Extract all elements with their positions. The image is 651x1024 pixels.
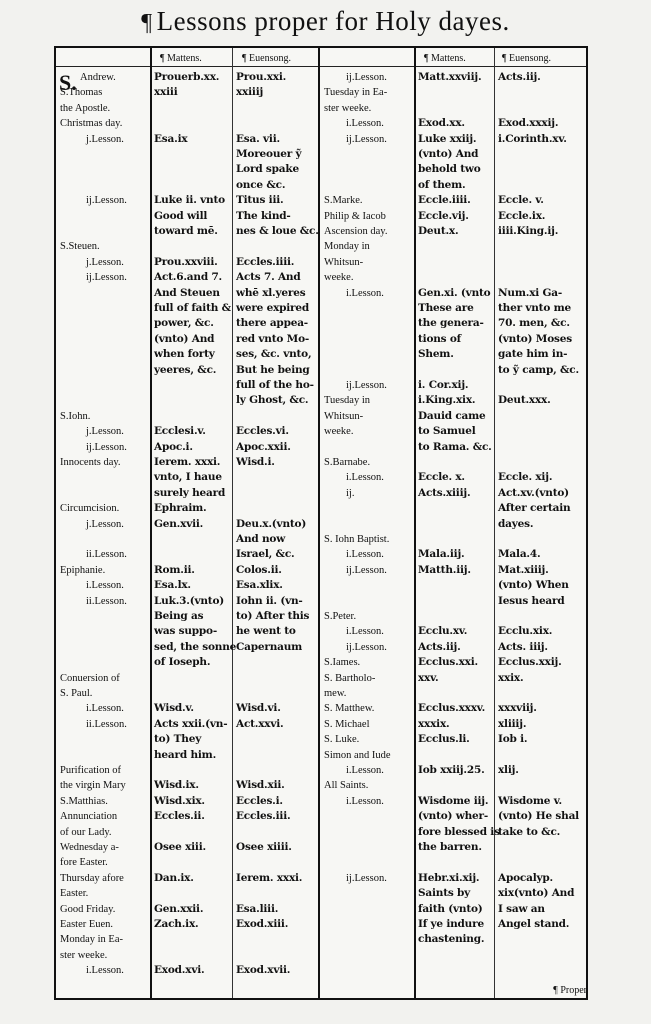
left-euensong-lesson: Deu.x.(vnto) — [236, 517, 307, 530]
left-euensong-lesson: Wisd.vi. — [236, 702, 281, 715]
right-day-label: ij. — [346, 487, 355, 499]
right-day-label: ij.Lesson. — [346, 380, 387, 391]
left-day-label: ij.Lesson. — [86, 272, 127, 284]
left-day-label: S.Thomas — [60, 87, 103, 99]
left-day-label: S.Steuen. — [60, 241, 100, 253]
right-mattens-lesson: Eccle.iiii. — [418, 194, 471, 207]
right-mattens-lesson: (vnto) And — [418, 148, 479, 160]
left-day-label: j.Lesson. — [86, 133, 124, 145]
right-mattens-lesson: chastening. — [418, 933, 485, 946]
left-mattens-lesson: Good will — [154, 209, 208, 222]
drop-capital: S. — [59, 70, 77, 95]
left-euensong-lesson: The kind- — [236, 209, 291, 222]
right-euensong-lesson: I saw an — [498, 902, 545, 915]
right-day-label: i.Lesson. — [346, 472, 384, 484]
right-day-label: i.Lesson. — [346, 795, 384, 807]
left-euensong-lesson: Eccles.vi. — [236, 425, 289, 438]
left-day-label: Innocents day. — [60, 457, 121, 468]
left-euensong-lesson: ses, &c. vnto, — [236, 348, 312, 361]
left-day-label: Circumcision. — [60, 503, 120, 515]
right-mattens-lesson: faith (vnto) — [418, 902, 483, 915]
left-euensong-lesson: Eccles.iiii. — [236, 255, 295, 268]
right-euensong-lesson: Acts. iiij. — [498, 640, 548, 653]
left-day-label: Easter. — [60, 888, 89, 900]
left-mattens-lesson: Esa.ix — [154, 132, 188, 145]
header-rule — [56, 66, 586, 67]
right-day-label: S. Matthew. — [324, 703, 375, 715]
right-euensong-lesson: i.Corinth.xv. — [498, 132, 567, 145]
left-euensong-lesson: to) After this — [236, 610, 310, 622]
right-mattens-lesson: tions of — [418, 332, 461, 345]
right-day-label: S. Bartholo- — [324, 672, 376, 684]
right-mattens-lesson: Deut.x. — [418, 225, 459, 237]
left-day-label: ii.Lesson. — [86, 549, 127, 561]
left-mattens-lesson: Osee xiii. — [154, 841, 206, 853]
left-day-label: ii.Lesson. — [86, 595, 127, 607]
right-mattens-lesson: Gen.xi. (vnto — [418, 286, 491, 299]
left-day-label: the virgin Mary — [60, 780, 126, 792]
left-mattens-lesson: And Steuen — [154, 286, 220, 299]
left-mattens-lesson: when forty — [154, 348, 215, 361]
right-day-label: S.Peter. — [324, 611, 357, 622]
right-euensong-lesson: to ỹ camp, &c. — [498, 363, 579, 376]
left-euensong-lesson: ly Ghost, &c. — [236, 394, 309, 407]
left-mattens-lesson: Being as — [154, 610, 204, 622]
right-euensong-lesson: xliiij. — [498, 717, 527, 730]
right-mattens-lesson: i. Cor.xij. — [418, 379, 469, 391]
left-euensong-lesson: Wisd.xii. — [236, 779, 285, 792]
right-day-label: i.Lesson. — [346, 626, 384, 638]
left-mattens-lesson: Act.6.and 7. — [154, 271, 223, 284]
header-euensong-right: ¶ Euensong. — [502, 53, 551, 64]
left-mattens-lesson: Exod.xvi. — [154, 964, 205, 977]
right-day-label: S. Michael — [324, 718, 370, 730]
left-euensong-lesson: Acts 7. And — [236, 271, 301, 284]
left-day-label: Easter Euen. — [60, 919, 114, 930]
left-mattens-lesson: Wisd.xix. — [154, 794, 205, 807]
right-mattens-lesson: xxxix. — [418, 717, 450, 730]
right-euensong-lesson: Ecclu.xix. — [498, 625, 553, 638]
right-mattens-lesson: the barren. — [418, 841, 482, 853]
left-day-label: j.Lesson. — [86, 518, 124, 530]
right-mattens-lesson: Ecclus.li. — [418, 733, 470, 746]
left-day-label: of our Lady. — [60, 826, 112, 838]
right-mattens-lesson: Luke xxiij. — [418, 132, 477, 145]
left-mattens-lesson: full of faith & — [154, 302, 231, 314]
left-mattens-lesson: Ierem. xxxi. — [154, 456, 221, 468]
left-mattens-lesson: vnto, I haue — [154, 471, 222, 484]
left-mattens-lesson: Acts xxii.(vn- — [154, 717, 228, 730]
right-mattens-lesson: Eccle.vij. — [418, 209, 469, 222]
left-day-label: S.Matthias. — [60, 795, 108, 807]
pilcrow-glyph: ¶ — [141, 10, 153, 36]
left-mattens-lesson: yeeres, &c. — [154, 363, 217, 376]
right-mattens-lesson: Matt.xxviij. — [418, 71, 482, 83]
left-day-label: S.Iohn. — [60, 410, 91, 422]
left-mattens-lesson: power, &c. — [154, 317, 214, 330]
left-euensong-lesson: he went to — [236, 625, 296, 638]
right-euensong-lesson: xix(vnto) And — [498, 887, 575, 900]
right-mattens-lesson: Dauid came — [418, 409, 486, 422]
catchword: ¶ Proper — [553, 985, 587, 996]
right-euensong-lesson: Deut.xxx. — [498, 394, 551, 407]
left-euensong-lesson: Eccles.i. — [236, 794, 283, 807]
right-euensong-lesson: Apocalyp. — [498, 871, 553, 884]
column-divider — [150, 48, 152, 998]
right-euensong-lesson: dayes. — [498, 517, 534, 530]
right-mattens-lesson: xxv. — [418, 671, 439, 684]
right-mattens-lesson: Iob xxiij.25. — [418, 764, 485, 776]
left-euensong-lesson: Exod.xiii. — [236, 918, 289, 930]
left-day-label: Thursday afore — [60, 872, 124, 884]
left-day-label: Wednesday a- — [60, 842, 119, 853]
left-day-label: Purification of — [60, 765, 121, 776]
left-day-label: i.Lesson. — [86, 965, 124, 977]
left-mattens-lesson: Wisd.v. — [154, 702, 194, 715]
left-euensong-lesson: Prou.xxi. — [236, 71, 287, 83]
right-day-label: Tuesday in — [324, 395, 370, 407]
left-euensong-lesson: were expired — [236, 302, 310, 314]
column-divider — [494, 48, 495, 998]
right-day-label: S.Barnabe. — [324, 457, 371, 468]
right-euensong-lesson: xxix. — [498, 671, 524, 684]
left-day-label: Conuersion of — [60, 672, 120, 684]
right-day-label: i.Lesson. — [346, 287, 384, 299]
right-euensong-lesson: Wisdome v. — [498, 794, 562, 807]
left-day-label: S. Paul. — [60, 688, 93, 699]
right-euensong-lesson: take to &c. — [498, 825, 561, 838]
right-euensong-lesson: xlij. — [498, 764, 519, 776]
right-day-label: mew. — [324, 688, 347, 699]
left-euensong-lesson: there appea- — [236, 317, 308, 330]
column-divider — [414, 48, 416, 998]
center-divider — [318, 48, 320, 998]
left-mattens-lesson: Dan.ix. — [154, 871, 194, 884]
right-day-label: ster weeke. — [324, 102, 372, 114]
right-mattens-lesson: Acts.xiiij. — [418, 486, 471, 499]
right-day-label: Simon and Iude — [324, 749, 391, 761]
right-mattens-lesson: to Samuel — [418, 425, 476, 438]
right-mattens-lesson: Saints by — [418, 887, 471, 900]
left-day-label: Christmas day. — [60, 118, 123, 130]
left-day-label: j.Lesson. — [86, 256, 124, 268]
left-mattens-lesson: to) They — [154, 733, 202, 746]
left-euensong-lesson: Esa.liii. — [236, 902, 279, 915]
left-mattens-lesson: Gen.xvii. — [154, 517, 204, 530]
right-mattens-lesson: These are — [418, 302, 474, 314]
right-mattens-lesson: Wisdome iij. — [418, 794, 489, 807]
left-mattens-lesson: Wisd.ix. — [154, 779, 199, 792]
right-euensong-lesson: Act.xv.(vnto) — [498, 486, 569, 499]
left-euensong-lesson: Exod.xvii. — [236, 964, 291, 977]
right-euensong-lesson: Num.xi Ga- — [498, 286, 563, 299]
left-mattens-lesson: Prouerb.xx. — [154, 71, 220, 83]
right-mattens-lesson: Ecclu.xv. — [418, 625, 468, 638]
left-mattens-lesson: Luk.3.(vnto) — [154, 594, 225, 607]
left-mattens-lesson: Esa.lx. — [154, 579, 191, 592]
left-euensong-lesson: Titus iii. — [236, 194, 284, 207]
right-day-label: S. Luke. — [324, 734, 360, 746]
right-euensong-lesson: Mat.xiiij. — [498, 563, 549, 576]
left-day-label: fore Easter. — [60, 857, 108, 869]
left-euensong-lesson: once &c. — [236, 178, 286, 191]
header-mattens-left: ¶ Mattens. — [160, 53, 202, 64]
left-mattens-lesson: (vnto) And — [154, 332, 215, 345]
left-euensong-lesson: Osee xiiii. — [236, 841, 292, 853]
left-mattens-lesson: Ecclesi.v. — [154, 425, 206, 438]
left-mattens-lesson: Prou.xxviii. — [154, 255, 218, 268]
right-mattens-lesson: Eccle. x. — [418, 471, 465, 484]
right-day-label: i.Lesson. — [346, 118, 384, 130]
right-day-label: Whitsun- — [324, 256, 364, 268]
left-euensong-lesson: red vnto Mo- — [236, 332, 310, 345]
right-euensong-lesson: After certain — [498, 502, 571, 515]
left-day-label: Annunciation — [60, 811, 118, 823]
right-day-label: weeke. — [324, 426, 354, 438]
right-euensong-lesson: gate him in- — [498, 348, 568, 361]
left-euensong-lesson: Ierem. xxxi. — [236, 871, 303, 884]
right-mattens-lesson: behold two — [418, 163, 481, 176]
left-euensong-lesson: Act.xxvi. — [236, 717, 284, 730]
left-euensong-lesson: Eccles.iii. — [236, 810, 291, 823]
right-euensong-lesson: ther vnto me — [498, 302, 571, 314]
left-mattens-lesson: was suppo- — [154, 625, 217, 638]
right-day-label: S.Iames. — [324, 657, 361, 669]
right-euensong-lesson: 70. men, &c. — [498, 317, 570, 330]
left-day-label: ij.Lesson. — [86, 441, 127, 453]
right-day-label: Tuesday in Ea- — [324, 87, 388, 99]
left-mattens-lesson: Ephraim. — [154, 502, 207, 515]
left-euensong-lesson: Israel, &c. — [236, 548, 295, 561]
right-day-label: ij.Lesson. — [346, 564, 387, 576]
right-mattens-lesson: Matth.iij. — [418, 563, 471, 576]
left-euensong-lesson: Wisd.i. — [236, 456, 275, 468]
lessons-table — [54, 46, 588, 1000]
left-mattens-lesson: Gen.xxii. — [154, 902, 204, 915]
right-mattens-lesson: i.King.xix. — [418, 394, 476, 407]
left-euensong-lesson: nes & loue &c. — [236, 225, 319, 237]
column-divider — [232, 48, 233, 998]
left-mattens-lesson: Luke ii. vnto — [154, 194, 225, 207]
right-day-label: ij.Lesson. — [346, 72, 387, 83]
right-day-label: S.Marke. — [324, 195, 363, 207]
left-mattens-lesson: surely heard — [154, 486, 226, 499]
left-euensong-lesson: But he being — [236, 363, 310, 376]
right-euensong-lesson: Iob i. — [498, 733, 528, 746]
left-mattens-lesson: Rom.ii. — [154, 563, 195, 576]
right-mattens-lesson: (vnto) wher- — [418, 810, 489, 823]
right-mattens-lesson: of them. — [418, 178, 466, 191]
header-euensong-left: ¶ Euensong. — [242, 53, 291, 64]
right-euensong-lesson: iiii.King.ij. — [498, 225, 559, 237]
right-euensong-lesson: Eccle. xij. — [498, 471, 553, 484]
left-mattens-lesson: Apoc.i. — [154, 440, 193, 453]
right-mattens-lesson: Ecclus.xxi. — [418, 656, 478, 669]
left-day-label: j.Lesson. — [86, 426, 124, 438]
right-day-label: Ascension day. — [324, 226, 388, 237]
left-euensong-lesson: Moreouer ỹ — [236, 148, 302, 160]
right-mattens-lesson: If ye indure — [418, 918, 484, 930]
right-euensong-lesson: Eccle.ix. — [498, 209, 546, 222]
right-euensong-lesson: (vnto) Moses — [498, 332, 572, 345]
title-text: Lessons proper for Holy dayes. — [156, 6, 510, 36]
right-euensong-lesson: (vnto) He shal — [498, 810, 579, 823]
left-mattens-lesson: sed, the sonne — [154, 640, 237, 653]
left-day-label: ster weeke. — [60, 949, 108, 961]
left-euensong-lesson: xxiiij — [236, 86, 264, 99]
right-day-label: i.Lesson. — [346, 765, 384, 776]
right-mattens-lesson: to Rama. &c. — [418, 440, 492, 453]
right-day-label: Monday in — [324, 241, 370, 253]
left-euensong-lesson: Esa.xlix. — [236, 579, 283, 592]
right-euensong-lesson: Mala.4. — [498, 548, 541, 561]
right-mattens-lesson: the genera- — [418, 317, 484, 330]
left-mattens-lesson: heard him. — [154, 748, 217, 761]
right-mattens-lesson: Shem. — [418, 348, 454, 361]
page-title — [0, 6, 651, 37]
left-day-label: i.Lesson. — [86, 703, 124, 715]
right-day-label: ij.Lesson. — [346, 641, 387, 653]
left-euensong-lesson: Esa. vii. — [236, 132, 280, 145]
left-mattens-lesson: Eccles.ii. — [154, 810, 205, 823]
right-euensong-lesson: Angel stand. — [498, 918, 570, 930]
left-mattens-lesson: toward mē. — [154, 225, 218, 237]
left-euensong-lesson: Iohn ii. (vn- — [236, 594, 303, 607]
left-day-label: Andrew. — [80, 72, 116, 83]
right-day-label: ij.Lesson. — [346, 133, 387, 145]
left-euensong-lesson: Lord spake — [236, 163, 299, 176]
right-euensong-lesson: Acts.iij. — [498, 71, 541, 83]
right-mattens-lesson: Acts.iij. — [418, 640, 461, 653]
right-euensong-lesson: (vnto) When — [498, 579, 569, 592]
right-day-label: ij.Lesson. — [346, 872, 387, 884]
right-euensong-lesson: xxxviij. — [498, 702, 537, 715]
right-euensong-lesson: Exod.xxxij. — [498, 117, 559, 130]
left-euensong-lesson: full of the ho- — [236, 379, 314, 391]
right-day-label: weeke. — [324, 272, 354, 284]
left-mattens-lesson: of Ioseph. — [154, 656, 211, 669]
left-euensong-lesson: Apoc.xxii. — [236, 440, 291, 453]
left-euensong-lesson: And now — [236, 533, 286, 545]
right-euensong-lesson: Iesus heard — [498, 594, 565, 607]
left-euensong-lesson: Capernaum — [236, 640, 303, 653]
left-day-label: ii.Lesson. — [86, 718, 127, 730]
right-day-label: i.Lesson. — [346, 549, 384, 561]
right-day-label: Philip & Iacob — [324, 210, 386, 222]
left-day-label: Monday in Ea- — [60, 934, 123, 946]
right-mattens-lesson: Exod.xx. — [418, 117, 465, 130]
left-euensong-lesson: Colos.ii. — [236, 563, 282, 576]
right-euensong-lesson: Eccle. v. — [498, 194, 544, 207]
left-day-label: Good Friday. — [60, 903, 116, 915]
right-mattens-lesson: Hebr.xi.xij. — [418, 871, 480, 884]
right-mattens-lesson: Mala.iij. — [418, 548, 465, 561]
right-day-label: All Saints. — [324, 780, 369, 792]
left-day-label: i.Lesson. — [86, 580, 124, 592]
left-euensong-lesson: whē xl.yeres — [236, 286, 306, 299]
right-day-label: S. Iohn Baptist. — [324, 534, 390, 545]
header-mattens-right: ¶ Mattens. — [424, 53, 466, 64]
left-day-label: Epiphanie. — [60, 564, 106, 576]
left-mattens-lesson: xxiii — [154, 86, 178, 99]
left-mattens-lesson: Zach.ix. — [154, 918, 199, 930]
right-euensong-lesson: Ecclus.xxij. — [498, 656, 562, 669]
right-mattens-lesson: fore blessed is — [418, 825, 500, 838]
left-day-label: the Apostle. — [60, 102, 111, 114]
right-day-label: Whitsun- — [324, 410, 364, 422]
left-day-label: ij.Lesson. — [86, 195, 127, 207]
right-mattens-lesson: Ecclus.xxxv. — [418, 702, 486, 715]
